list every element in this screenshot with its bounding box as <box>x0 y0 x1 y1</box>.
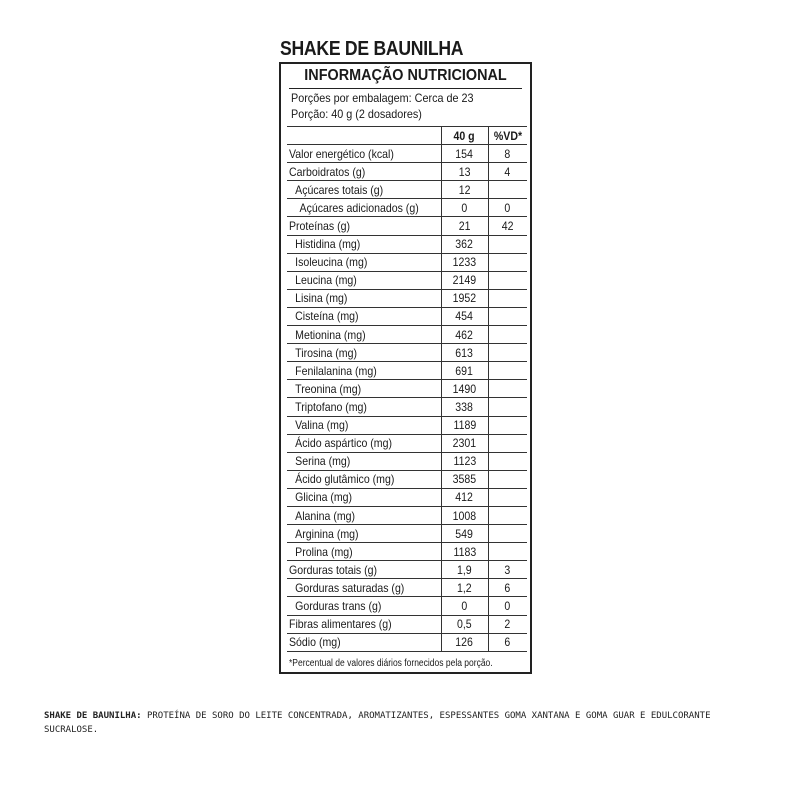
nutrient-amount: 613 <box>441 344 488 362</box>
nutrient-dv: 0 <box>488 199 527 217</box>
nutrient-amount: 412 <box>441 488 488 506</box>
ingredients-text <box>44 709 764 737</box>
table-row <box>287 579 527 597</box>
nutrient-name: Fenilalanina (mg) <box>287 362 441 380</box>
nutrient-amount: 0 <box>441 199 488 217</box>
table-row <box>287 452 527 470</box>
nutrient-dv <box>488 344 527 362</box>
table-row <box>287 271 527 289</box>
nutrient-dv <box>488 525 527 543</box>
table-row <box>287 380 527 398</box>
table-row <box>287 326 527 344</box>
nutrient-name: Cisteína (mg) <box>287 307 441 325</box>
nutrient-amount: 13 <box>441 163 488 181</box>
nutrient-amount: 1123 <box>441 452 488 470</box>
header-nutrient-column <box>287 127 441 145</box>
table-row <box>287 615 527 633</box>
label-heading: INFORMAÇÃO NUTRICIONAL <box>304 67 507 84</box>
ingredients-list: PROTEÍNA DE SORO DO LEITE CONCENTRADA, AROMATIZANTES, ESPESSANTES GOMA XANTANA E GOMA GUAR E EDULCORANTE SUCRALOSE. <box>44 711 711 735</box>
nutrient-dv <box>488 398 527 416</box>
nutrient-dv <box>488 235 527 253</box>
nutrient-dv: 2 <box>488 615 527 633</box>
nutrient-name: Carboidratos (g) <box>287 163 441 181</box>
nutrient-name: Sódio (mg) <box>287 633 441 651</box>
nutrient-dv <box>488 488 527 506</box>
nutrient-dv: 42 <box>488 217 527 235</box>
table-row <box>287 289 527 307</box>
nutrient-amount: 0 <box>441 597 488 615</box>
nutrient-name: Gorduras totais (g) <box>287 561 441 579</box>
nutrient-name: Triptofano (mg) <box>287 398 441 416</box>
nutrient-amount: 0,5 <box>441 615 488 633</box>
nutrient-amount: 154 <box>441 145 488 163</box>
nutrient-dv <box>488 362 527 380</box>
table-header-row <box>287 127 527 145</box>
nutrient-amount: 338 <box>441 398 488 416</box>
nutrient-dv <box>488 416 527 434</box>
table-row <box>287 145 527 163</box>
nutrient-name: Valina (mg) <box>287 416 441 434</box>
portion-size: Porção: 40 g (2 dosadores) <box>291 107 422 121</box>
nutrient-amount: 1952 <box>441 289 488 307</box>
nutrient-name: Alanina (mg) <box>287 506 441 524</box>
table-row <box>287 561 527 579</box>
nutrient-dv <box>488 506 527 524</box>
header-dv-column: %VD* <box>488 127 527 145</box>
nutrient-name: Arginina (mg) <box>287 525 441 543</box>
nutrient-name: Valor energético (kcal) <box>287 145 441 163</box>
nutrient-name: Ácido aspártico (mg) <box>287 434 441 452</box>
nutrient-amount: 549 <box>441 525 488 543</box>
header-amount-column: 40 g <box>441 127 488 145</box>
table-row <box>287 344 527 362</box>
nutrient-dv: 6 <box>488 633 527 651</box>
nutrient-dv <box>488 253 527 271</box>
nutrient-amount: 1,9 <box>441 561 488 579</box>
table-row <box>287 398 527 416</box>
nutrient-dv <box>488 289 527 307</box>
table-row <box>287 525 527 543</box>
table-row <box>287 163 527 181</box>
nutrient-name: Gorduras trans (g) <box>287 597 441 615</box>
nutrient-amount: 1189 <box>441 416 488 434</box>
nutrient-amount: 1233 <box>441 253 488 271</box>
nutrient-dv <box>488 434 527 452</box>
nutrient-dv <box>488 470 527 488</box>
nutrient-dv <box>488 380 527 398</box>
table-row <box>287 543 527 561</box>
nutrient-dv <box>488 307 527 325</box>
nutrient-amount: 462 <box>441 326 488 344</box>
nutrient-dv: 0 <box>488 597 527 615</box>
footnote: *Percentual de valores diários fornecidos pela porção. <box>289 658 493 669</box>
nutrient-amount: 2301 <box>441 434 488 452</box>
nutrient-amount: 454 <box>441 307 488 325</box>
table-row <box>287 416 527 434</box>
nutrient-amount: 1008 <box>441 506 488 524</box>
nutrient-dv <box>488 543 527 561</box>
nutrient-name: Glicina (mg) <box>287 488 441 506</box>
nutrition-table <box>287 126 527 652</box>
nutrient-amount: 126 <box>441 633 488 651</box>
nutrient-dv: 6 <box>488 579 527 597</box>
nutrient-dv <box>488 326 527 344</box>
servings-per-package: Porções por embalagem: Cerca de 23 <box>291 91 474 105</box>
nutrient-dv: 8 <box>488 145 527 163</box>
nutrient-name: Isoleucina (mg) <box>287 253 441 271</box>
table-row <box>287 470 527 488</box>
nutrient-amount: 691 <box>441 362 488 380</box>
nutrient-dv <box>488 452 527 470</box>
nutrient-name: Ácido glutâmico (mg) <box>287 470 441 488</box>
product-title: SHAKE DE BAUNILHA <box>280 38 464 60</box>
nutrient-dv: 3 <box>488 561 527 579</box>
nutrient-name: Tirosina (mg) <box>287 344 441 362</box>
table-row <box>287 181 527 199</box>
nutrition-table-body <box>287 145 527 652</box>
nutrient-dv <box>488 181 527 199</box>
table-row <box>287 597 527 615</box>
table-row <box>287 253 527 271</box>
table-row <box>287 217 527 235</box>
table-row <box>287 506 527 524</box>
nutrient-amount: 3585 <box>441 470 488 488</box>
nutrient-name: Treonina (mg) <box>287 380 441 398</box>
nutrient-dv <box>488 271 527 289</box>
nutrient-amount: 21 <box>441 217 488 235</box>
nutrient-name: Lisina (mg) <box>287 289 441 307</box>
nutrient-name: Proteínas (g) <box>287 217 441 235</box>
table-row <box>287 235 527 253</box>
table-row <box>287 362 527 380</box>
nutrient-name: Leucina (mg) <box>287 271 441 289</box>
nutrient-name: Prolina (mg) <box>287 543 441 561</box>
nutrient-name: Histidina (mg) <box>287 235 441 253</box>
table-row <box>287 434 527 452</box>
nutrient-amount: 1490 <box>441 380 488 398</box>
table-row <box>287 488 527 506</box>
table-row <box>287 199 527 217</box>
nutrient-name: Açúcares adicionados (g) <box>287 199 441 217</box>
nutrient-amount: 2149 <box>441 271 488 289</box>
ingredients-label: SHAKE DE BAUNILHA: <box>44 711 142 721</box>
nutrient-amount: 1,2 <box>441 579 488 597</box>
nutrient-name: Açúcares totais (g) <box>287 181 441 199</box>
nutrient-name: Gorduras saturadas (g) <box>287 579 441 597</box>
nutrient-name: Metionina (mg) <box>287 326 441 344</box>
nutrient-name: Fibras alimentares (g) <box>287 615 441 633</box>
nutrient-amount: 12 <box>441 181 488 199</box>
heading-divider <box>289 88 522 89</box>
table-row <box>287 307 527 325</box>
nutrient-amount: 362 <box>441 235 488 253</box>
nutrient-name: Serina (mg) <box>287 452 441 470</box>
table-row <box>287 633 527 651</box>
nutrient-amount: 1183 <box>441 543 488 561</box>
nutrient-dv: 4 <box>488 163 527 181</box>
nutrition-facts-label <box>279 62 532 674</box>
